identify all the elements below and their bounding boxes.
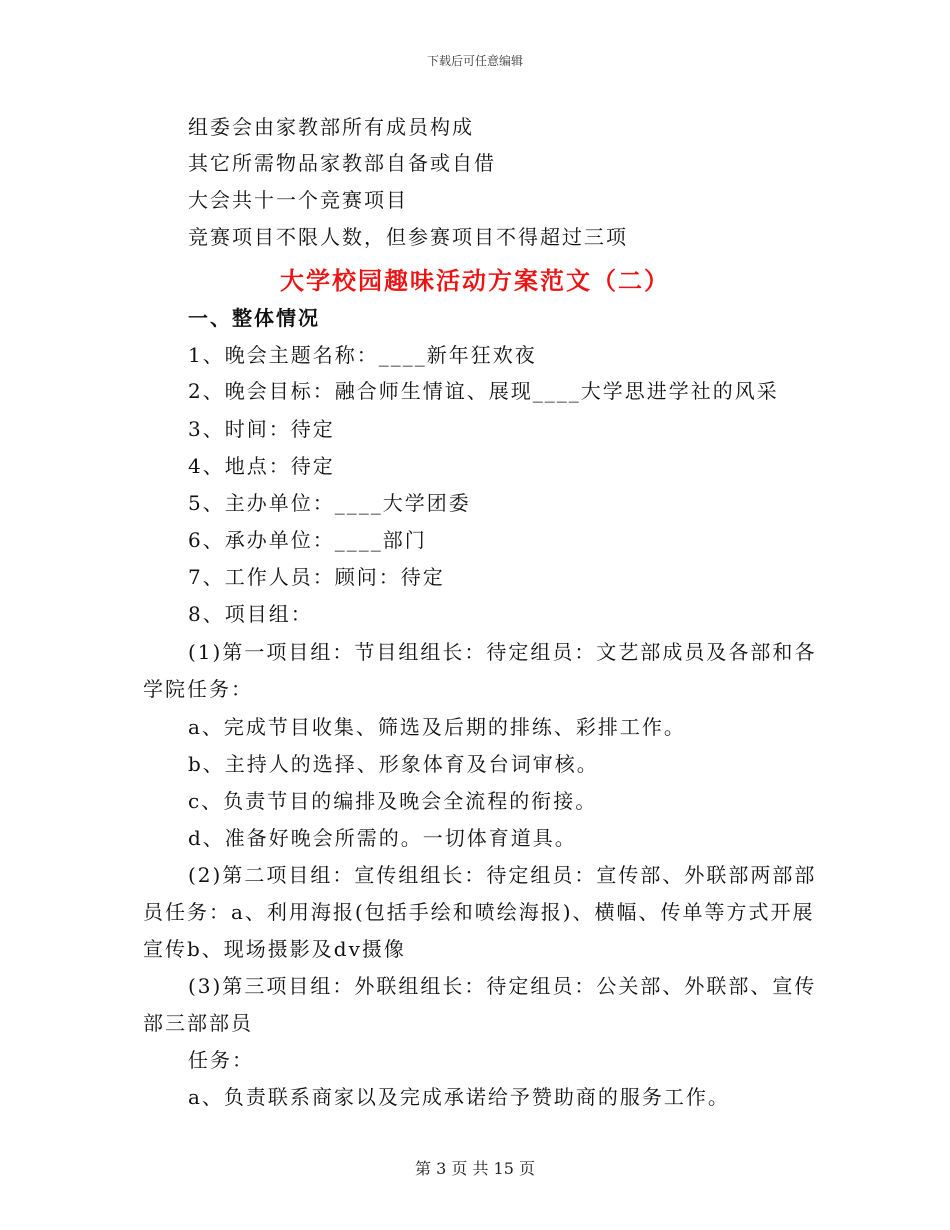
group1-line-1: (1)第一项目组：节目组组长：待定组员：文艺部成员及各部和各 xyxy=(188,640,817,664)
group2-line-1: (2)第二项目组：宣传组组长：待定组员：宣传部、外联部两部部 xyxy=(188,863,817,887)
group1-task: a、完成节目收集、筛选及后期的排练、彩排工作。 xyxy=(188,715,686,739)
list-item: 2、晚会目标：融合师生情谊、展现____大学思进学社的风采 xyxy=(188,379,779,403)
group3-line-3: 任务： xyxy=(188,1048,254,1072)
page-number: 第 3 页 共 15 页 xyxy=(415,1159,535,1178)
group2-line-3: 宣传b、现场摄影及dv摄像 xyxy=(143,937,406,961)
intro-line-1: 组委会由家教部所有成员构成 xyxy=(188,115,474,139)
list-item: 8、项目组： xyxy=(188,602,313,626)
list-item: 1、晚会主题名称：____新年狂欢夜 xyxy=(188,343,537,367)
group3-line-1: (3)第三项目组：外联组组长：待定组员：公关部、外联部、宣传 xyxy=(188,974,817,998)
intro-line-2: 其它所需物品家教部自备或自借 xyxy=(188,151,496,175)
group1-task: c、负责节目的编排及晚会全流程的衔接。 xyxy=(188,789,598,813)
group2-line-2: 员任务：a、利用海报(包括手绘和喷绘海报)、横幅、传单等方式开展 xyxy=(143,900,815,924)
group1-line-2: 学院任务： xyxy=(143,677,253,701)
intro-line-3: 大会共十一个竞赛项目 xyxy=(188,188,408,212)
list-item: 5、主办单位：____大学团委 xyxy=(188,491,471,515)
section-heading: 一、整体情况 xyxy=(188,306,320,330)
intro-line-4: 竞赛项目不限人数，但参赛项目不得超过三项 xyxy=(188,225,628,249)
group1-task: b、主持人的选择、形象体育及台词审核。 xyxy=(188,752,599,776)
list-item: 6、承办单位：____部门 xyxy=(188,528,427,552)
page-title: 大学校园趣味活动方案范文（二） xyxy=(280,266,670,295)
list-item: 4、地点：待定 xyxy=(188,454,335,478)
group1-task: d、准备好晚会所需的。一切体育道具。 xyxy=(188,826,577,850)
list-item: 3、时间：待定 xyxy=(188,417,335,441)
header-note: 下载后可任意编辑 xyxy=(426,54,523,68)
group3-line-4: a、负责联系商家以及完成承诺给予赞助商的服务工作。 xyxy=(188,1085,730,1109)
list-item: 7、工作人员：顾问：待定 xyxy=(188,565,445,589)
group3-line-2: 部三部部员 xyxy=(143,1011,253,1035)
